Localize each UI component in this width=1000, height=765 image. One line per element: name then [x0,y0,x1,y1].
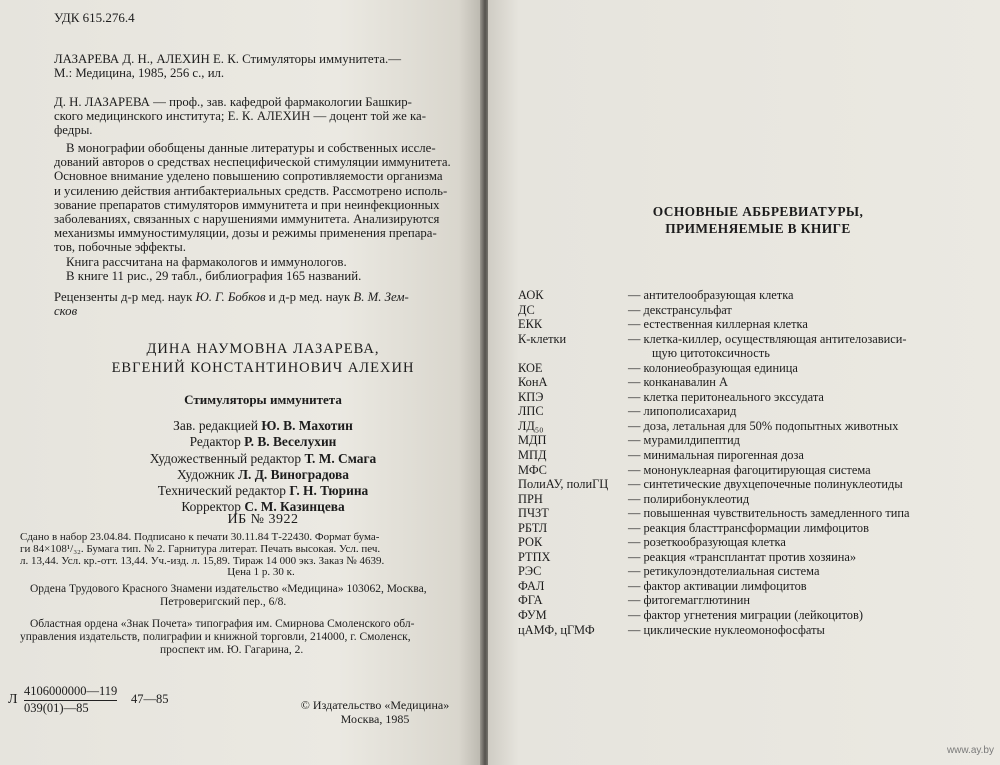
abbreviation-row [518,332,988,347]
annotation-line: зование препаратов стимуляторов иммунитета и при неинфекционных [54,197,440,212]
abbreviation-definition: щую цитотоксичность [652,346,770,361]
copyright-line: Москва, 1985 [340,712,410,726]
copyright-line: © Издательство «Медицина» [300,698,450,712]
reviewers-prefix: Рецензенты д-р мед. наук [54,290,196,304]
abbreviation-term: К-клетки [518,331,567,346]
printer-line: проспект им. Ю. Гагарина, 2. [160,644,304,656]
abbreviation-row [518,608,988,623]
annotation-line: дований авторов о средствах неспецифической стимуляции иммунитета. [54,155,451,170]
abbreviation-definition: — декстрансульфат [628,302,732,317]
abbreviation-definition: — клетка перитонеального экссудата [628,389,824,404]
staff-line [54,451,472,467]
abbreviation-definition: — колониеобразующая единица [628,360,798,375]
copyright [285,698,465,726]
abbreviation-term: МФС [518,462,547,477]
staff-role: Редактор [189,434,245,450]
abbreviation-definition: — липополисахарид [628,404,737,419]
abbreviation-term: РТПХ [518,549,551,564]
annotation-line: тов, побочные эффекты. [54,240,186,255]
staff-role: Технический редактор [157,483,290,499]
authors-info-line: федры. [54,123,93,138]
printer-line: управления издательств, полиграфии и книжной торговли, 214000, г. Смоленск, [20,631,411,643]
abbreviation-row [518,317,988,332]
reviewer-name: В. М. Зем- [353,290,409,304]
abbreviation-term: ЛПС [518,404,544,419]
abbreviation-row [518,463,988,478]
publisher-address [20,583,472,609]
reviewers-conjunction: и д-р мед. наук [265,290,354,304]
reviewer-name: Ю. Г. Бобков [195,290,266,304]
abbreviation-term: ФГА [518,593,543,608]
abbreviations-title-line: ПРИМЕНЯЕМЫЕ В КНИГЕ [665,221,851,236]
annotation [54,141,472,283]
abbreviation-definition: — реакция бласттрансформации лимфоцитов [628,520,869,535]
catalog-code-letter: Л [8,692,18,707]
abbreviation-term: ФУМ [518,608,547,623]
catalog-code-pages: 47—85 [131,692,169,706]
abbreviation-row [518,404,988,419]
abbreviation-row [518,346,988,361]
catalog-code-denominator: 039(01)—85 [24,701,89,715]
staff-role: Художник [177,466,239,482]
staff-line [54,418,472,434]
annotation-line: и усилению действия антибактериальных средств. Рассмотрено исполь- [54,183,448,198]
abbreviation-row [518,564,988,579]
printing-line: л. 13,44. Усл. кр.-отт. 13,44. Уч.-изд. л. 15,89. Тираж 14 000 экз. Заказ № 4639. [20,554,385,567]
abbreviation-row [518,550,988,565]
staff-name: С. М. Казинцева [244,499,345,515]
abbreviation-row [518,433,988,448]
publisher-line: Петроверигский пер., 6/8. [160,596,287,608]
abbreviations-title-line: ОСНОВНЫЕ АББРЕВИАТУРЫ, [652,204,864,219]
watermark: www.ay.by [946,745,994,756]
annotation-line: В книге 11 рис., 29 табл., библиография 165 названий. [66,268,362,283]
abbreviation-definition: — фитогемагглютинин [628,593,751,608]
annotation-line: В монографии обобщены данные литературы и собственных иссле- [66,141,436,155]
author-full-names [54,340,472,378]
udk-code: УДК 615.276.4 [54,10,135,25]
abbreviation-definition: — мурамилдипептид [628,433,740,448]
abbreviation-term: КОЕ [518,360,543,375]
abbreviation-definition: — естественная киллерная клетка [628,317,808,332]
abbreviation-row [518,506,988,521]
annotation-line: заболеваниях, связанных с нарушениями иммунитета. Анализируются [54,212,440,227]
editorial-staff [54,418,472,516]
abbreviation-definition: — полирибонуклеотид [628,491,750,506]
abbreviation-term: РБТЛ [518,520,548,535]
printing-details [20,532,472,579]
left-page [0,0,483,765]
abbreviation-term: ДС [518,302,535,317]
annotation-line: механизмы иммуностимуляции, дозы и режимы применения препара- [54,226,437,241]
abbreviation-row [518,535,988,550]
abbreviation-term: РЭС [518,564,542,579]
abbreviation-definition: — повышенная чувствительность замедленного типа [628,506,910,521]
catalog-code-numerator: 4106000000—119 [24,684,117,701]
printing-line: ги 84×108¹/₃₂. Бумага тип. № 2. Гарнитура литерат. Печать высокая. Усл. печ. [20,542,381,555]
catalog-code [8,684,208,724]
staff-role: Корректор [181,499,245,515]
author-name: ДИНА НАУМОВНА ЛАЗАРЕВА, [146,341,380,357]
abbreviation-definition: — клетка-киллер, осуществляющая антителозависи- [628,331,907,346]
staff-role: Зав. редакцией [173,418,262,433]
staff-name: Т. М. Смага [304,450,377,466]
annotation-line: Основное внимание уделено повышению сопротивляемости организма [54,169,443,184]
abbreviation-row [518,623,988,638]
abbreviation-definition: — розеткообразующая клетка [628,535,786,550]
book-title: Стимуляторы иммунитета [184,392,342,407]
abbreviation-term: АОК [518,288,544,302]
abbreviation-row [518,492,988,507]
authors-info-line: ского медицинского института; Е. К. АЛЕХИН — доцент той же ка- [54,109,426,124]
abbreviation-definition: — мононуклеарная фагоцитирующая система [628,462,871,477]
abbreviation-definition: — антителообразующая клетка [628,288,794,302]
abbreviation-term: МПД [518,448,547,463]
abbreviations-list [518,288,988,637]
staff-name: Г. Н. Тюрина [289,483,369,499]
printing-line: Сдано в набор 23.04.84. Подписано к печати 30.11.84 Т-22430. Формат бума- [20,531,380,543]
printing-line: Цена 1 р. 30 к. [227,566,295,579]
abbreviation-term: МДП [518,433,547,448]
abbreviation-row [518,375,988,390]
abbreviation-term: цАМФ, цГМФ [518,622,595,637]
abbreviation-term: ПРН [518,491,543,506]
abbreviation-term: РОК [518,535,543,550]
reviewers-line [54,290,472,304]
abbreviation-definition: — ретикулоэндотелиальная система [628,564,820,579]
staff-line [54,483,472,499]
bibliographic-reference [54,52,472,80]
annotation-line: Книга рассчитана на фармакологов и иммунологов. [66,254,347,269]
author-name: ЕВГЕНИЙ КОНСТАНТИНОВИЧ АЛЕХИН [111,360,415,376]
abbreviation-row [518,303,988,318]
right-page [488,0,1000,765]
abbreviation-definition: — минимальная пирогенная доза [628,448,804,463]
abbreviation-definition: — фактор угнетения миграции (лейкоцитов) [628,608,863,623]
reviewers [54,290,472,318]
abbreviation-definition: — реакция «трансплантат против хозяина» [628,549,857,564]
abbreviation-term: ПЧЗТ [518,506,549,521]
abbreviation-term: ЕКК [518,317,543,332]
authors-info-line: Д. Н. ЛАЗАРЕВА — проф., зав. кафедрой фармакологии Башкир- [54,95,412,109]
abbreviation-row [518,521,988,536]
reference-line: М.: Медицина, 1985, 256 с., ил. [54,66,225,81]
reference-line: ЛАЗАРЕВА Д. Н., АЛЕХИН Е. К. Стимуляторы иммунитета.— [54,52,402,66]
reviewer-name-end: сков [54,304,78,319]
abbreviation-row [518,288,988,303]
abbreviation-term: ФАЛ [518,578,545,593]
abbreviation-definition: — синтетические двухцепочечные полинуклеотиды [628,477,903,492]
authors-info [54,95,472,138]
abbreviation-term: ЛД₅₀ [518,418,544,433]
abbreviation-term: ПолиАУ, полиГЦ [518,477,609,492]
publisher-line: Ордена Трудового Красного Знамени издательство «Медицина» 103062, Москва, [30,583,427,595]
staff-name: Ю. В. Махотин [261,418,353,433]
staff-line [54,467,472,483]
abbreviation-row [518,477,988,492]
staff-name: Р. В. Веселухин [244,434,337,450]
abbreviation-row [518,361,988,376]
abbreviation-row [518,593,988,608]
abbreviation-term: КПЭ [518,389,544,404]
abbreviation-row [518,390,988,405]
abbreviation-definition: — доза, летальная для 50% подопытных животных [628,418,899,433]
ib-number: ИБ № 3922 [227,512,299,527]
printer-line: Областная ордена «Знак Почета» типография им. Смирнова Смоленского обл- [30,618,415,630]
abbreviation-definition: — конканавалин А [628,375,728,390]
abbreviation-row [518,419,988,434]
staff-line [54,434,472,450]
staff-name: Л. Д. Виноградова [238,466,349,482]
staff-role: Художественный редактор [149,450,305,466]
abbreviation-row [518,579,988,594]
printer-address [20,618,472,657]
abbreviation-definition: — фактор активации лимфоцитов [628,578,807,593]
abbreviations-title [628,203,888,237]
abbreviation-row [518,448,988,463]
abbreviation-definition: — циклические нуклеомонофосфаты [628,622,825,637]
abbreviation-term: КонА [518,375,548,390]
